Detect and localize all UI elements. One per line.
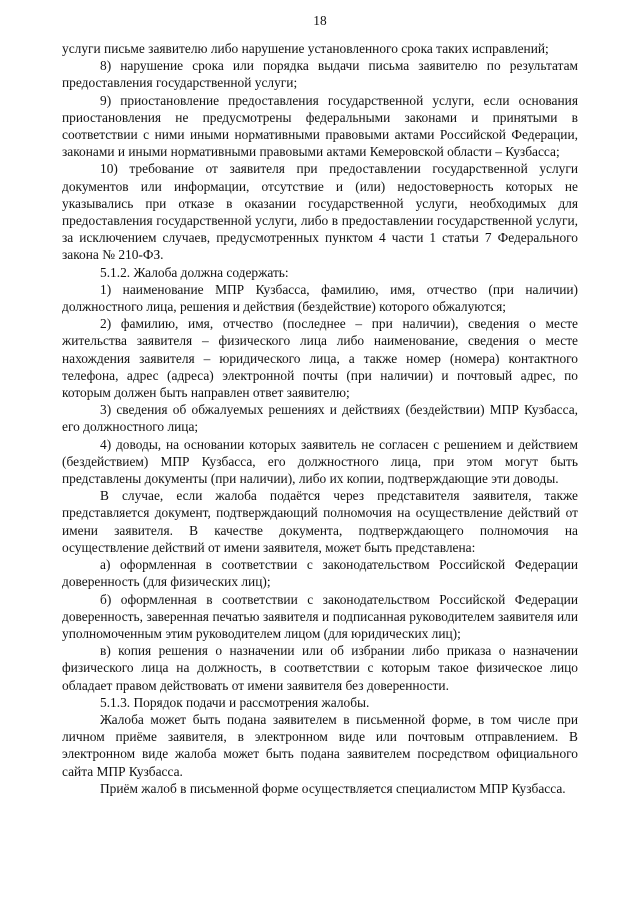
paragraph-p08: 3) сведения об обжалуемых решениях и действиях (бездействии) МПР Кузбасса, его должностного лица;: [62, 402, 578, 435]
paragraph-p13: в) копия решения о назначении или об избрании либо приказа о назначении физического лица на должность, в соответствии с которым такое физическое лицо обладает правом действовать от имени заявителя без доверенности.: [62, 643, 578, 693]
paragraph-p05: 5.1.2. Жалоба должна содержать:: [100, 264, 289, 280]
paragraph-p07: 2) фамилию, имя, отчество (последнее – при наличии), сведения о месте жительства заявителя – физического лица либо наименование, сведения о месте нахождения заявителя – юридического лица, а также номер (номера) контактного телефона, адрес (адреса) электронной почты (при наличии) и почтовый адрес, по которым должен быть направлен ответ заявителю;: [62, 316, 578, 401]
paragraph-p02: 8) нарушение срока или порядка выдачи письма заявителю по результатам предоставления государственной услуги;: [62, 58, 578, 91]
paragraph-p09: 4) доводы, на основании которых заявитель не согласен с решением и действием (бездействием) МПР Кузбасса, его должностного лица, при этом могут быть представлены документы (при наличии), либо их копии, подтверждающие эти доводы.: [62, 436, 578, 487]
document-body: [62, 40, 578, 797]
paragraph-p04: 10) требование от заявителя при предоставлении государственной услуги документов или информации, отсутствие и (или) недостоверность которых не указывались при отказе в оказании государственной услуги, необходимых для предоставления государственной услуги, либо в предоставлении государственной услуги, за исключением случаев, предусмотренных пунктом 4 части 1 статьи 7 Федерального закона № 210-ФЗ.: [62, 161, 578, 263]
paragraph-p14: 5.1.3. Порядок подачи и рассмотрения жалобы.: [100, 694, 370, 710]
paragraph-p11: а) оформленная в соответствии с законодательством Российской Федерации доверенность (для физических лиц);: [62, 557, 578, 590]
paragraph-p06: 1) наименование МПР Кузбасса, фамилию, имя, отчество (при наличии) должностного лица, решения и действия (бездействие) которого обжалуются;: [62, 281, 578, 315]
page-number: 18: [313, 13, 327, 28]
paragraph-p01: услуги письме заявителю либо нарушение установленного срока таких исправлений;: [62, 41, 549, 56]
paragraph-p15: Жалоба может быть подана заявителем в письменной форме, в том числе при личном приёме заявителя, в электронном виде или почтовым отправлением. В электронном виде жалоба может быть подана заявителем посредством официального сайта МПР Кузбасса.: [62, 711, 578, 779]
paragraph-p16: Приём жалоб в письменной форме осуществляется специалистом МПР Кузбасса.: [100, 780, 566, 796]
paragraph-p12: б) оформленная в соответствии с законодательством Российской Федерации доверенность, заверенная печатью заявителя и подписанная руководителем заявителя или уполномоченным этим руководителем лицом (для юридических лиц);: [62, 591, 578, 641]
paragraph-p03: 9) приостановление предоставления государственной услуги, если основания приостановления не предусмотрены федеральными законами и принятыми в соответствии с ними иными нормативными правовыми актами Российской Федерации, законами и иными нормативными правовыми актами Кемеровской области – Кузбасса;: [62, 92, 578, 160]
paragraph-p10: В случае, если жалоба подаётся через представителя заявителя, также представляется документ, подтверждающий полномочия на осуществление действий от имени заявителя. В качестве документа, подтверждающего полномочия на осуществление действий от имени заявителя, может быть представлена:: [62, 488, 578, 555]
